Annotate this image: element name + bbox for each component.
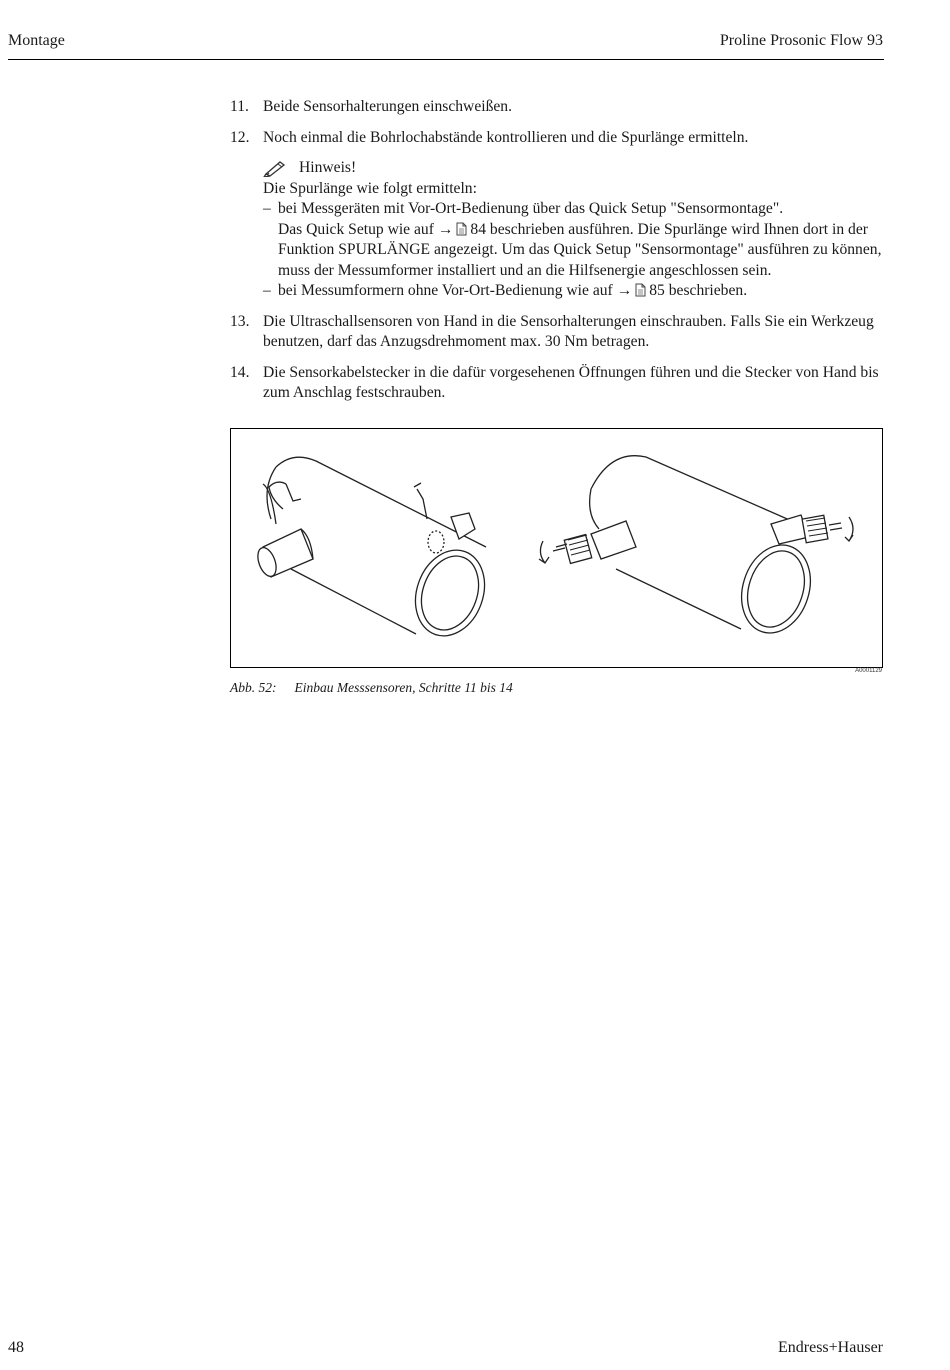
step-text: Die Ultraschallsensoren von Hand in die Sensorhalterungen einschrauben. Falls Sie ein Werkzeug benutzen, darf das Anzugsdrehmoment max. 30 Nm betragen.	[263, 312, 874, 350]
bullet-dash: –	[263, 282, 271, 299]
step-text: Die Sensorkabelstecker in die dafür vorgesehenen Öffnungen führen und die Stecker von Hand bis zum Anschlag festschrauben.	[263, 363, 879, 401]
step-11	[230, 97, 885, 118]
note-bullet-1	[263, 199, 885, 281]
step-12	[230, 128, 885, 302]
note-bullet-2	[263, 281, 885, 302]
step-number: 14.	[230, 363, 250, 381]
bullet-2-post: beschrieben.	[668, 282, 748, 299]
page-reference-icon	[456, 222, 467, 236]
instruction-content	[230, 97, 885, 414]
right-pipe	[539, 456, 853, 642]
bullet-dash: –	[263, 200, 271, 217]
step-number: 12.	[230, 128, 250, 146]
figure-id: A0001129	[855, 668, 882, 674]
pencil-note-icon	[263, 159, 289, 177]
step-number: 13.	[230, 312, 250, 330]
header-rule	[8, 59, 884, 60]
caption-label: Abb. 52:	[230, 680, 277, 695]
note-title: Hinweis!	[299, 159, 357, 176]
step-number: 11.	[230, 98, 249, 115]
bullet-1-ref-post: beschrieben ausführen. Die Spurlänge wird Ihnen dort in der Funktion SPURLÄNGE angezeigt. Um das Quick Setup "Sensormontage" ausführen zu können, muss der Messumformer installiert und an die Hilfsenergie angeschlossen sein.	[278, 220, 882, 279]
figure-caption	[230, 680, 513, 696]
left-pipe	[254, 457, 496, 645]
step-text: Noch einmal die Bohrlochabstände kontrollieren und die Spurlänge ermitteln.	[263, 128, 749, 146]
step-14	[230, 363, 885, 404]
bullet-1-line-a: bei Messgeräten mit Vor-Ort-Bedienung über das Quick Setup "Sensormontage".	[278, 200, 784, 217]
bullet-1-page-ref: 84	[470, 220, 486, 238]
pipe-illustration	[231, 429, 882, 667]
bullet-2-pre: bei Messumformern ohne Vor-Ort-Bedienung wie auf →	[278, 282, 633, 299]
bullet-1-ref-pre: Das Quick Setup wie auf →	[278, 220, 454, 238]
caption-text: Einbau Messsensoren, Schritte 11 bis 14	[294, 680, 513, 695]
page-number: 48	[8, 1339, 24, 1356]
sensor-installation-figure	[230, 428, 883, 668]
note-heading	[263, 158, 885, 179]
footer-brand: Endress+Hauser	[778, 1339, 883, 1356]
page-reference-icon	[635, 283, 646, 297]
step-13	[230, 312, 885, 353]
bullet-2-page-ref: 85	[649, 282, 665, 299]
note-intro: Die Spurlänge wie folgt ermitteln:	[263, 179, 477, 197]
step-text: Beide Sensorhalterungen einschweißen.	[263, 98, 512, 115]
header-product-name: Proline Prosonic Flow 93	[719, 32, 883, 49]
bullet-1-line-b	[278, 220, 885, 282]
header-section-title: Montage	[8, 32, 65, 49]
